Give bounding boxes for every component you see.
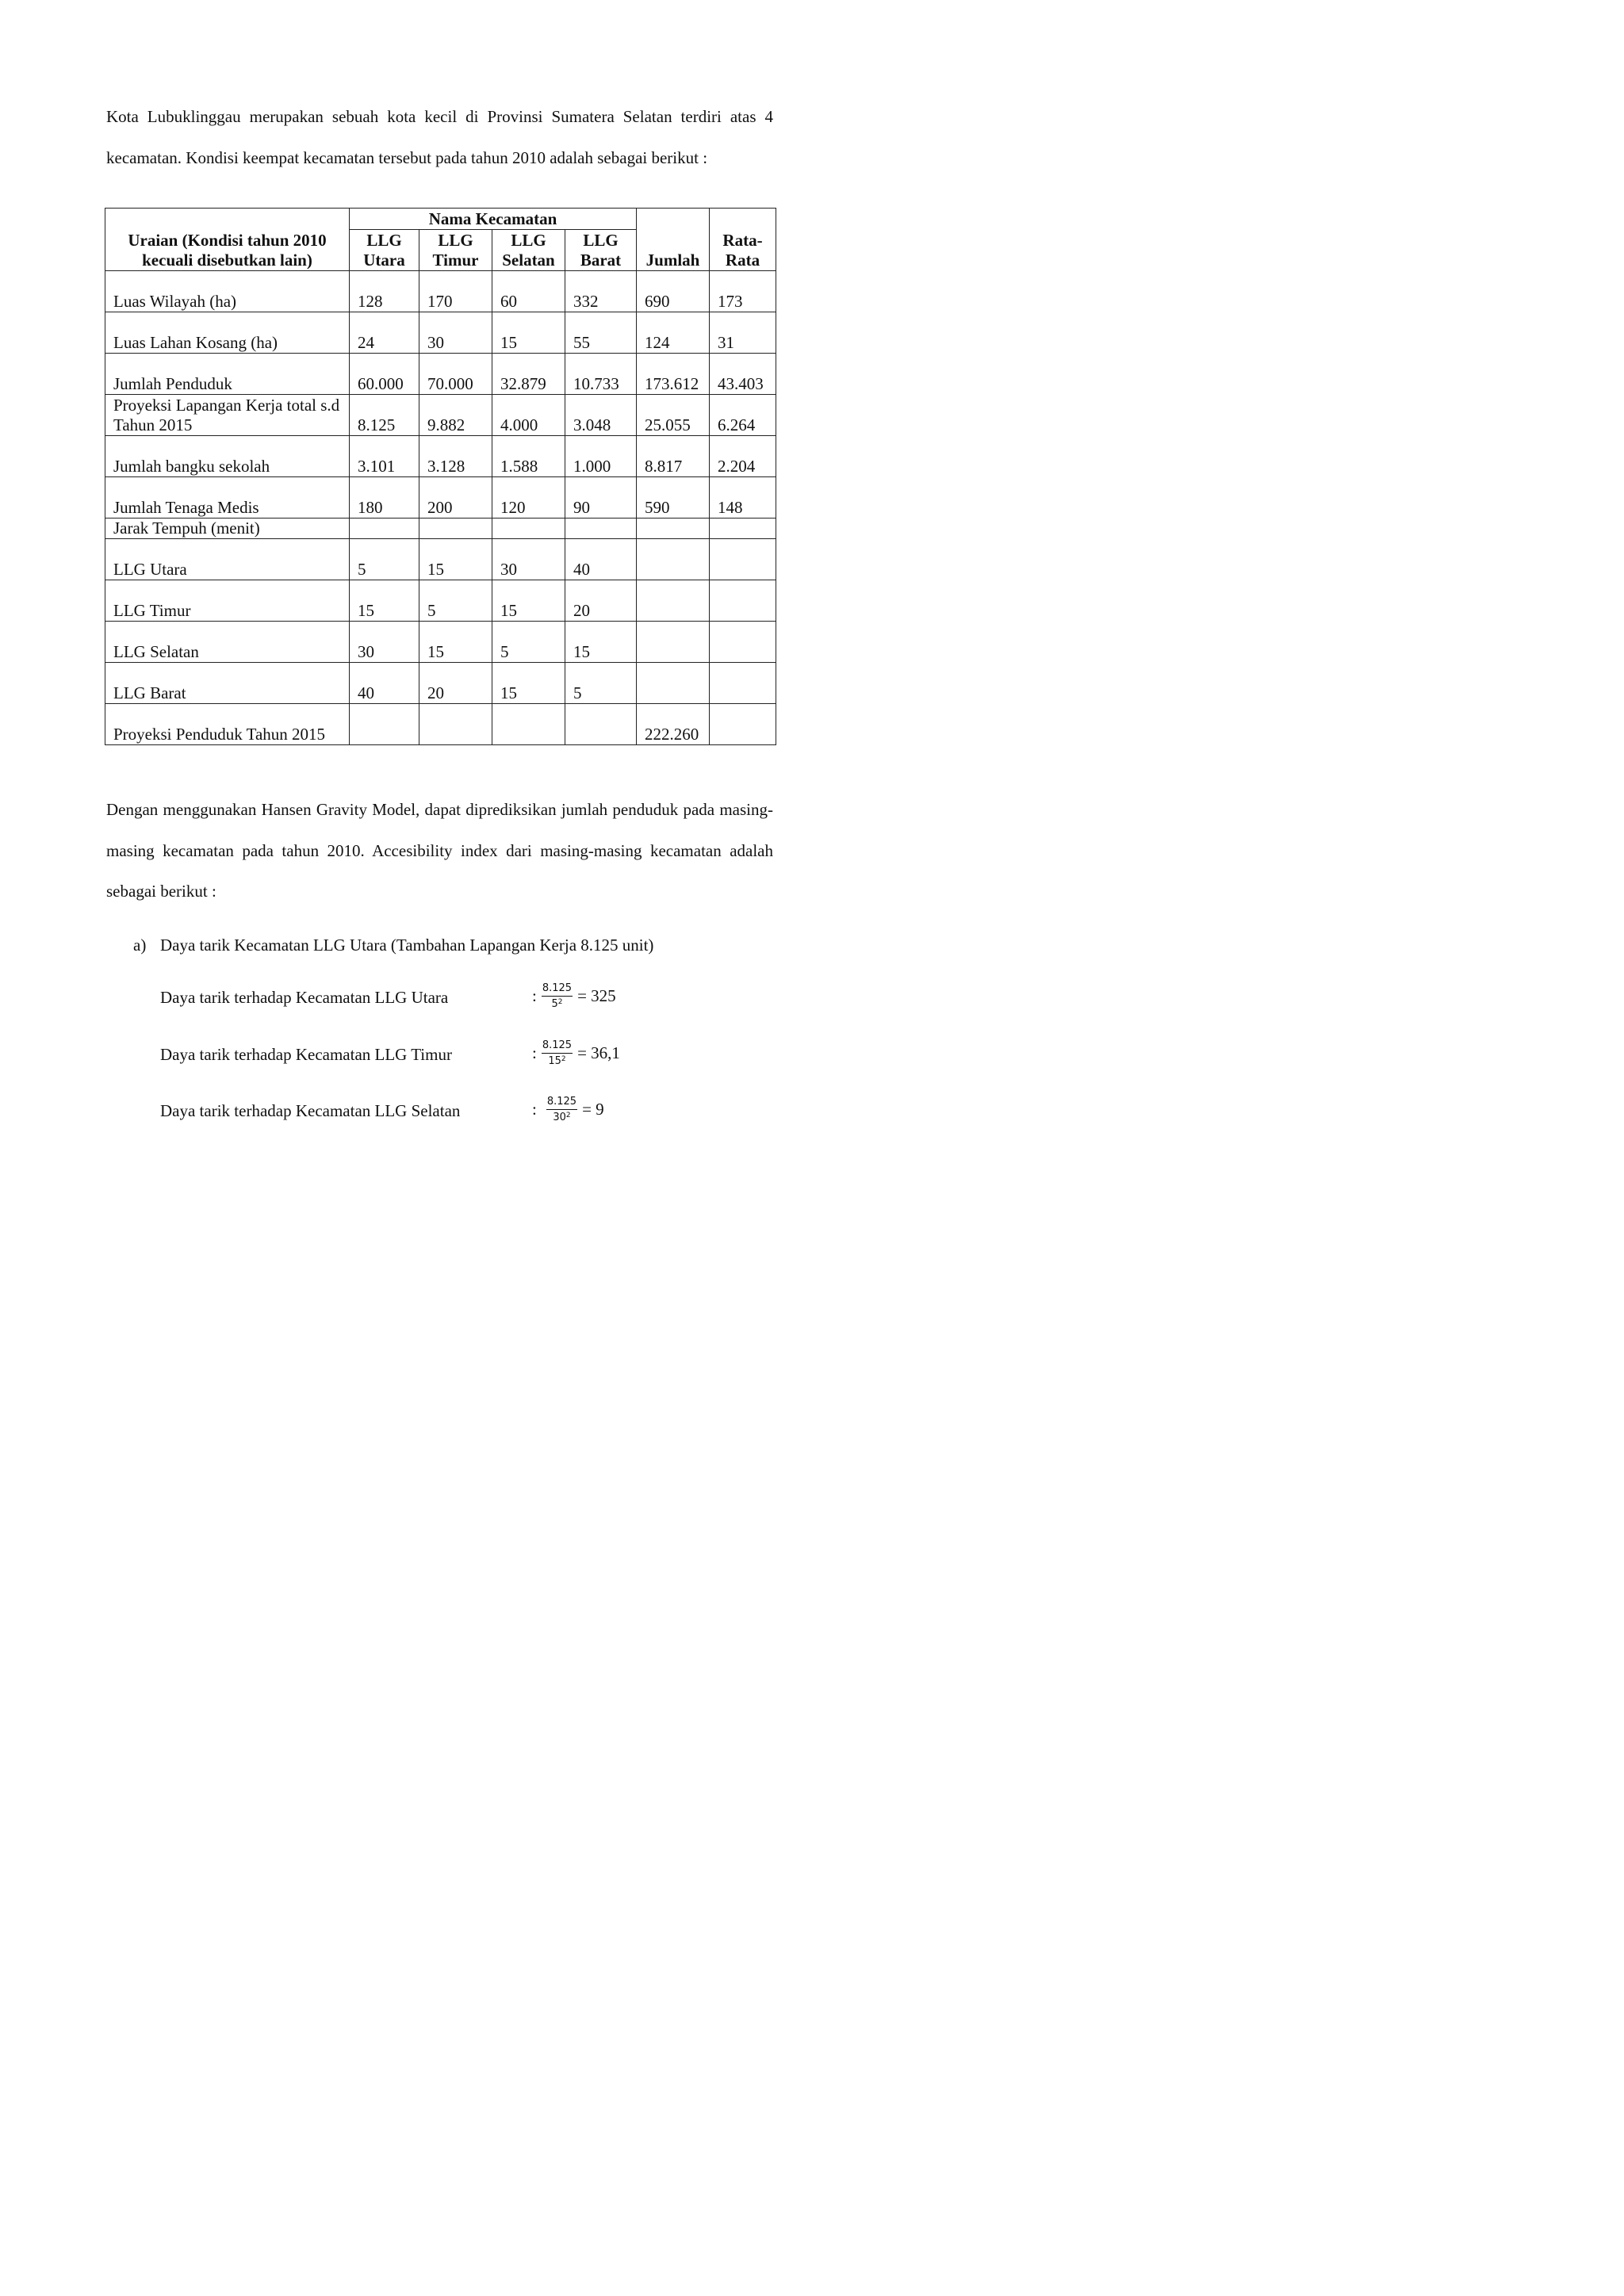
header-rata-rata (710, 209, 776, 271)
calc-label: Daya tarik terhadap Kecamatan LLG Selatan (160, 1101, 461, 1120)
data-cell: 55 (565, 312, 637, 354)
table-row (105, 663, 776, 704)
data-cell: 15 (419, 539, 492, 580)
data-cell: 32.879 (492, 354, 565, 395)
hansen-paragraph: Dengan menggunakan Hansen Gravity Model, dapat diprediksikan jumlah penduduk pada masing-masing kecamatan pada tahun 2010. Accesibility index dari masing-masing kecamatan adalah sebagai berikut : (106, 800, 773, 901)
data-cell: 20 (565, 580, 637, 622)
calc-expression (532, 982, 616, 1011)
district-data-table (105, 208, 776, 745)
data-cell: 70.000 (419, 354, 492, 395)
data-cell: 8.125 (350, 395, 419, 436)
data-cell: 15 (565, 622, 637, 663)
table-row (105, 354, 776, 395)
data-cell: 40 (350, 663, 419, 704)
data-cell (637, 539, 710, 580)
header-llg-barat-line2: Barat (580, 251, 622, 270)
list-item-a (133, 933, 653, 957)
data-cell: 590 (637, 477, 710, 519)
table-row (105, 622, 776, 663)
data-cell (710, 704, 776, 745)
data-cell: 180 (350, 477, 419, 519)
data-cell: 5 (565, 663, 637, 704)
data-cell: 2.204 (710, 436, 776, 477)
data-cell: 3.048 (565, 395, 637, 436)
table-row (105, 271, 776, 312)
denominator-base: 5 (551, 998, 558, 1010)
intro-paragraph: Kota Lubuklinggau merupakan sebuah kota kecil di Provinsi Sumatera Selatan terdiri atas 4 kecamatan. Kondisi keempat kecamatan tersebut pada tahun 2010 adalah sebagai berikut : (106, 107, 773, 167)
table-body (105, 271, 776, 745)
fraction-numerator: 8.125 (546, 1095, 577, 1110)
data-cell: 222.260 (637, 704, 710, 745)
data-cell (710, 580, 776, 622)
header-llg-utara (350, 230, 419, 271)
header-llg-timur-line1: LLG (438, 231, 473, 250)
data-cell: 5 (492, 622, 565, 663)
denominator-base: 15 (548, 1055, 561, 1067)
data-cell (710, 622, 776, 663)
row-label-cell: LLG Barat (105, 663, 350, 704)
data-cell (710, 539, 776, 580)
fraction-denominator (553, 1110, 570, 1124)
data-cell: 10.733 (565, 354, 637, 395)
row-label-cell: Jumlah Penduduk (105, 354, 350, 395)
table-row (105, 580, 776, 622)
data-cell (710, 519, 776, 539)
data-cell: 40 (565, 539, 637, 580)
data-cell: 4.000 (492, 395, 565, 436)
data-cell: 90 (565, 477, 637, 519)
data-cell: 3.101 (350, 436, 419, 477)
row-label-cell: LLG Timur (105, 580, 350, 622)
row-label-cell: Luas Lahan Kosang (ha) (105, 312, 350, 354)
data-cell: 332 (565, 271, 637, 312)
header-llg-selatan-line1: LLG (511, 231, 546, 250)
data-cell: 30 (492, 539, 565, 580)
header-llg-utara-line2: Utara (363, 251, 405, 270)
data-cell (492, 519, 565, 539)
table-row (105, 395, 776, 436)
row-label-cell: Jumlah bangku sekolah (105, 436, 350, 477)
fraction-denominator (548, 1054, 565, 1068)
data-cell: 8.817 (637, 436, 710, 477)
table-row (105, 436, 776, 477)
data-cell: 15 (492, 580, 565, 622)
data-cell (565, 519, 637, 539)
data-cell: 5 (419, 580, 492, 622)
data-cell: 30 (350, 622, 419, 663)
data-cell: 24 (350, 312, 419, 354)
list-marker: a) (133, 936, 147, 955)
data-cell: 690 (637, 271, 710, 312)
data-cell: 15 (492, 312, 565, 354)
data-cell (710, 663, 776, 704)
data-cell: 30 (419, 312, 492, 354)
fraction-numerator: 8.125 (542, 982, 573, 997)
row-label-cell: Proyeksi Penduduk Tahun 2015 (105, 704, 350, 745)
data-cell: 120 (492, 477, 565, 519)
data-cell (350, 519, 419, 539)
data-cell: 15 (350, 580, 419, 622)
calc-result: = 36,1 (577, 1043, 620, 1062)
data-cell: 128 (350, 271, 419, 312)
denominator-exponent: 2 (557, 998, 563, 1006)
data-cell: 200 (419, 477, 492, 519)
data-cell (637, 519, 710, 539)
fraction (546, 1095, 577, 1124)
data-cell: 170 (419, 271, 492, 312)
calc-expression (532, 1039, 620, 1068)
denominator-exponent: 2 (565, 1112, 571, 1119)
calc-result: = 325 (577, 986, 616, 1005)
header-uraian (105, 209, 350, 271)
header-llg-timur-line2: Timur (432, 251, 479, 270)
data-cell (492, 704, 565, 745)
table-header-row-1 (105, 209, 776, 230)
table-row (105, 539, 776, 580)
header-llg-barat (565, 230, 637, 271)
data-cell: 148 (710, 477, 776, 519)
table-row (105, 477, 776, 519)
data-cell: 9.882 (419, 395, 492, 436)
fraction-denominator (551, 997, 562, 1011)
header-llg-utara-line1: LLG (366, 231, 402, 250)
data-cell (419, 704, 492, 745)
header-uraian-text: Uraian (Kondisi tahun 2010 kecuali disebutkan lain) (128, 231, 327, 270)
header-nama-kecamatan: Nama Kecamatan (350, 209, 637, 230)
denominator-base: 30 (553, 1112, 566, 1123)
data-cell: 25.055 (637, 395, 710, 436)
denominator-exponent: 2 (561, 1055, 566, 1063)
row-label-cell: Luas Wilayah (ha) (105, 271, 350, 312)
row-label-cell: Jumlah Tenaga Medis (105, 477, 350, 519)
calc-row-timur (160, 1039, 636, 1073)
header-llg-barat-line1: LLG (583, 231, 619, 250)
list-item-text: Daya tarik Kecamatan LLG Utara (Tambahan Lapangan Kerja 8.125 unit) (160, 936, 654, 955)
calc-row-selatan (160, 1095, 636, 1130)
header-rata-line1: Rata- (722, 231, 763, 250)
header-llg-selatan-line2: Selatan (502, 251, 555, 270)
data-cell: 60.000 (350, 354, 419, 395)
calc-expression (532, 1095, 604, 1124)
row-label-cell: LLG Utara (105, 539, 350, 580)
data-cell: 60 (492, 271, 565, 312)
row-label-cell: Proyeksi Lapangan Kerja total s.d Tahun 2015 (105, 395, 350, 436)
calc-colon: : (532, 986, 537, 1005)
data-cell: 15 (419, 622, 492, 663)
data-cell (637, 580, 710, 622)
data-cell: 173.612 (637, 354, 710, 395)
data-cell (350, 704, 419, 745)
data-cell: 20 (419, 663, 492, 704)
fraction (542, 982, 573, 1011)
calc-label: Daya tarik terhadap Kecamatan LLG Timur (160, 1045, 452, 1064)
data-cell (637, 663, 710, 704)
fraction-numerator: 8.125 (542, 1039, 573, 1054)
calc-result: = 9 (582, 1100, 604, 1119)
fraction (542, 1039, 573, 1068)
data-cell: 1.000 (565, 436, 637, 477)
calc-row-utara (160, 982, 636, 1016)
header-rata-line2: Rata (725, 251, 760, 270)
row-label-cell: LLG Selatan (105, 622, 350, 663)
data-cell (565, 704, 637, 745)
data-cell: 124 (637, 312, 710, 354)
calc-colon: : (532, 1100, 537, 1119)
header-llg-timur (419, 230, 492, 271)
data-cell: 5 (350, 539, 419, 580)
data-cell: 3.128 (419, 436, 492, 477)
calc-colon: : (532, 1043, 537, 1062)
data-cell: 31 (710, 312, 776, 354)
row-label-cell: Jarak Tempuh (menit) (105, 519, 350, 539)
table-row (105, 704, 776, 745)
table-row (105, 312, 776, 354)
table-row (105, 519, 776, 539)
data-cell: 6.264 (710, 395, 776, 436)
header-jumlah: Jumlah (637, 209, 710, 271)
data-cell: 15 (492, 663, 565, 704)
header-llg-selatan (492, 230, 565, 271)
calc-label: Daya tarik terhadap Kecamatan LLG Utara (160, 988, 449, 1007)
data-cell: 43.403 (710, 354, 776, 395)
data-cell: 1.588 (492, 436, 565, 477)
data-cell (637, 622, 710, 663)
data-cell: 173 (710, 271, 776, 312)
data-cell (419, 519, 492, 539)
